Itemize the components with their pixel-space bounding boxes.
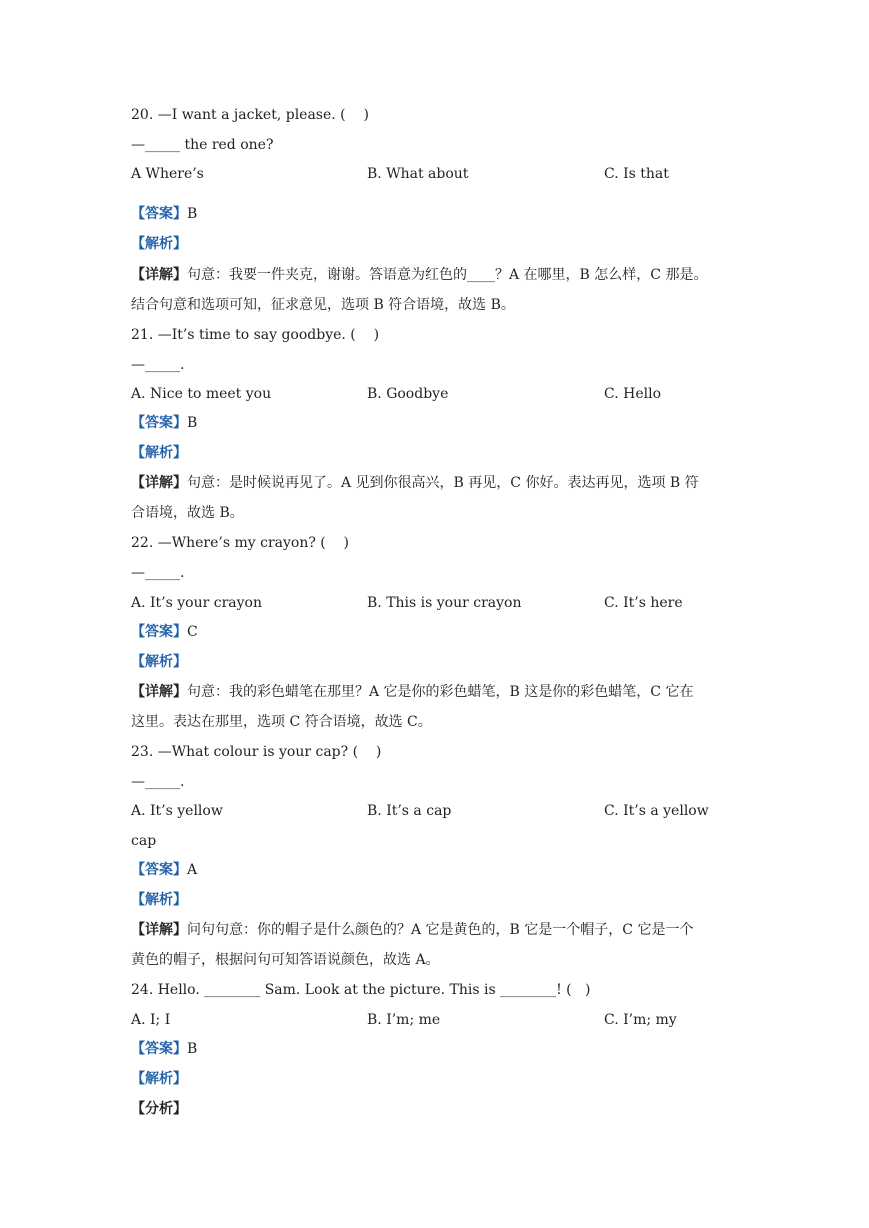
q22-answer: C <box>187 624 198 640</box>
q23-option-c-continued: cap <box>131 833 157 849</box>
q24-answer-row <box>131 1040 197 1058</box>
detail-label: 【详解】 <box>131 267 187 283</box>
fenxi-label: 【分析】 <box>131 1101 187 1117</box>
q20-option-a: A Where’s <box>131 166 204 182</box>
q22-detail-line-2: 这里。表达在那里，选项 C 符合语境，故选 C。 <box>131 714 432 730</box>
q20-reply: —_____ the red one? <box>131 137 274 153</box>
detail-label: 【详解】 <box>131 684 187 700</box>
analysis-label: 【解析】 <box>131 236 187 252</box>
q22-answer-row <box>131 623 198 641</box>
q22-stem: 22. —Where’s my crayon? ( ) <box>131 535 350 551</box>
q22-option-b: B. This is your crayon <box>367 595 522 611</box>
q24-option-b: B. I’m; me <box>367 1012 441 1028</box>
q21-detail-text-1: 句意：是时候说再见了。A 见到你很高兴，B 再见，C 你好。表达再见，选项 B 符 <box>187 475 699 491</box>
q20-option-c: C. Is that <box>604 166 669 182</box>
q20-detail-line-1 <box>131 266 707 284</box>
answer-label: 【答案】 <box>131 1041 187 1057</box>
q23-option-c: C. It’s a yellow <box>604 803 709 819</box>
answer-label: 【答案】 <box>131 862 187 878</box>
q24-analysis-row <box>131 1070 187 1088</box>
q22-analysis-row <box>131 653 187 671</box>
analysis-label: 【解析】 <box>131 1071 187 1087</box>
answer-label: 【答案】 <box>131 206 187 222</box>
q21-detail-line-2: 合语境，故选 B。 <box>131 505 244 521</box>
q22-detail-line-1 <box>131 683 693 701</box>
q20-stem: 20. —I want a jacket, please. ( ) <box>131 107 369 123</box>
q24-option-a: A. I; I <box>131 1012 171 1028</box>
q20-answer: B <box>187 206 198 222</box>
q23-detail-line-1 <box>131 921 693 939</box>
q23-stem: 23. —What colour is your cap? ( ) <box>131 744 382 760</box>
q22-detail-text-1: 句意：我的彩色蜡笔在那里？A 它是你的彩色蜡笔，B 这是你的彩色蜡笔，C 它在 <box>187 684 694 700</box>
q24-option-c: C. I’m; my <box>604 1012 677 1028</box>
q20-option-b: B. What about <box>367 166 469 182</box>
q23-reply: —_____. <box>131 774 185 790</box>
q21-option-b: B. Goodbye <box>367 386 449 402</box>
q24-answer: B <box>187 1041 198 1057</box>
q24-stem: 24. Hello. ________ Sam. Look at the picture. This is ________! ( ) <box>131 982 591 998</box>
detail-label: 【详解】 <box>131 922 187 938</box>
q22-reply: —_____. <box>131 565 185 581</box>
analysis-label: 【解析】 <box>131 654 187 670</box>
q23-option-b: B. It’s a cap <box>367 803 452 819</box>
q20-analysis-row <box>131 235 187 253</box>
q21-option-a: A. Nice to meet you <box>131 386 272 402</box>
analysis-label: 【解析】 <box>131 445 187 461</box>
q21-reply: —_____. <box>131 357 185 373</box>
detail-label: 【详解】 <box>131 475 187 491</box>
q21-answer-row <box>131 414 197 432</box>
q21-option-c: C. Hello <box>604 386 661 402</box>
q21-analysis-row <box>131 444 187 462</box>
q23-detail-line-2: 黄色的帽子，根据问句可知答语说颜色，故选 A。 <box>131 952 440 968</box>
q24-fenxi-row <box>131 1100 187 1118</box>
answer-label: 【答案】 <box>131 415 187 431</box>
q21-detail-line-1 <box>131 474 699 492</box>
q20-detail-line-2: 结合句意和选项可知，征求意见，选项 B 符合语境，故选 B。 <box>131 297 515 313</box>
q23-answer: A <box>187 862 198 878</box>
q22-option-c: C. It’s here <box>604 595 683 611</box>
q23-analysis-row <box>131 891 187 909</box>
q23-answer-row <box>131 861 197 879</box>
answer-label: 【答案】 <box>131 624 187 640</box>
q21-answer: B <box>187 415 198 431</box>
q21-stem: 21. —It’s time to say goodbye. ( ) <box>131 327 380 343</box>
q22-option-a: A. It’s your crayon <box>131 595 262 611</box>
q23-option-a: A. It’s yellow <box>131 803 223 819</box>
q20-detail-text-1: 句意：我要一件夹克，谢谢。答语意为红色的____？A 在哪里，B 怎么样，C 那是。 <box>187 267 708 283</box>
analysis-label: 【解析】 <box>131 892 187 908</box>
q23-detail-text-1: 问句句意：你的帽子是什么颜色的？A 它是黄色的，B 它是一个帽子，C 它是一个 <box>187 922 694 938</box>
q20-answer-row <box>131 205 197 223</box>
